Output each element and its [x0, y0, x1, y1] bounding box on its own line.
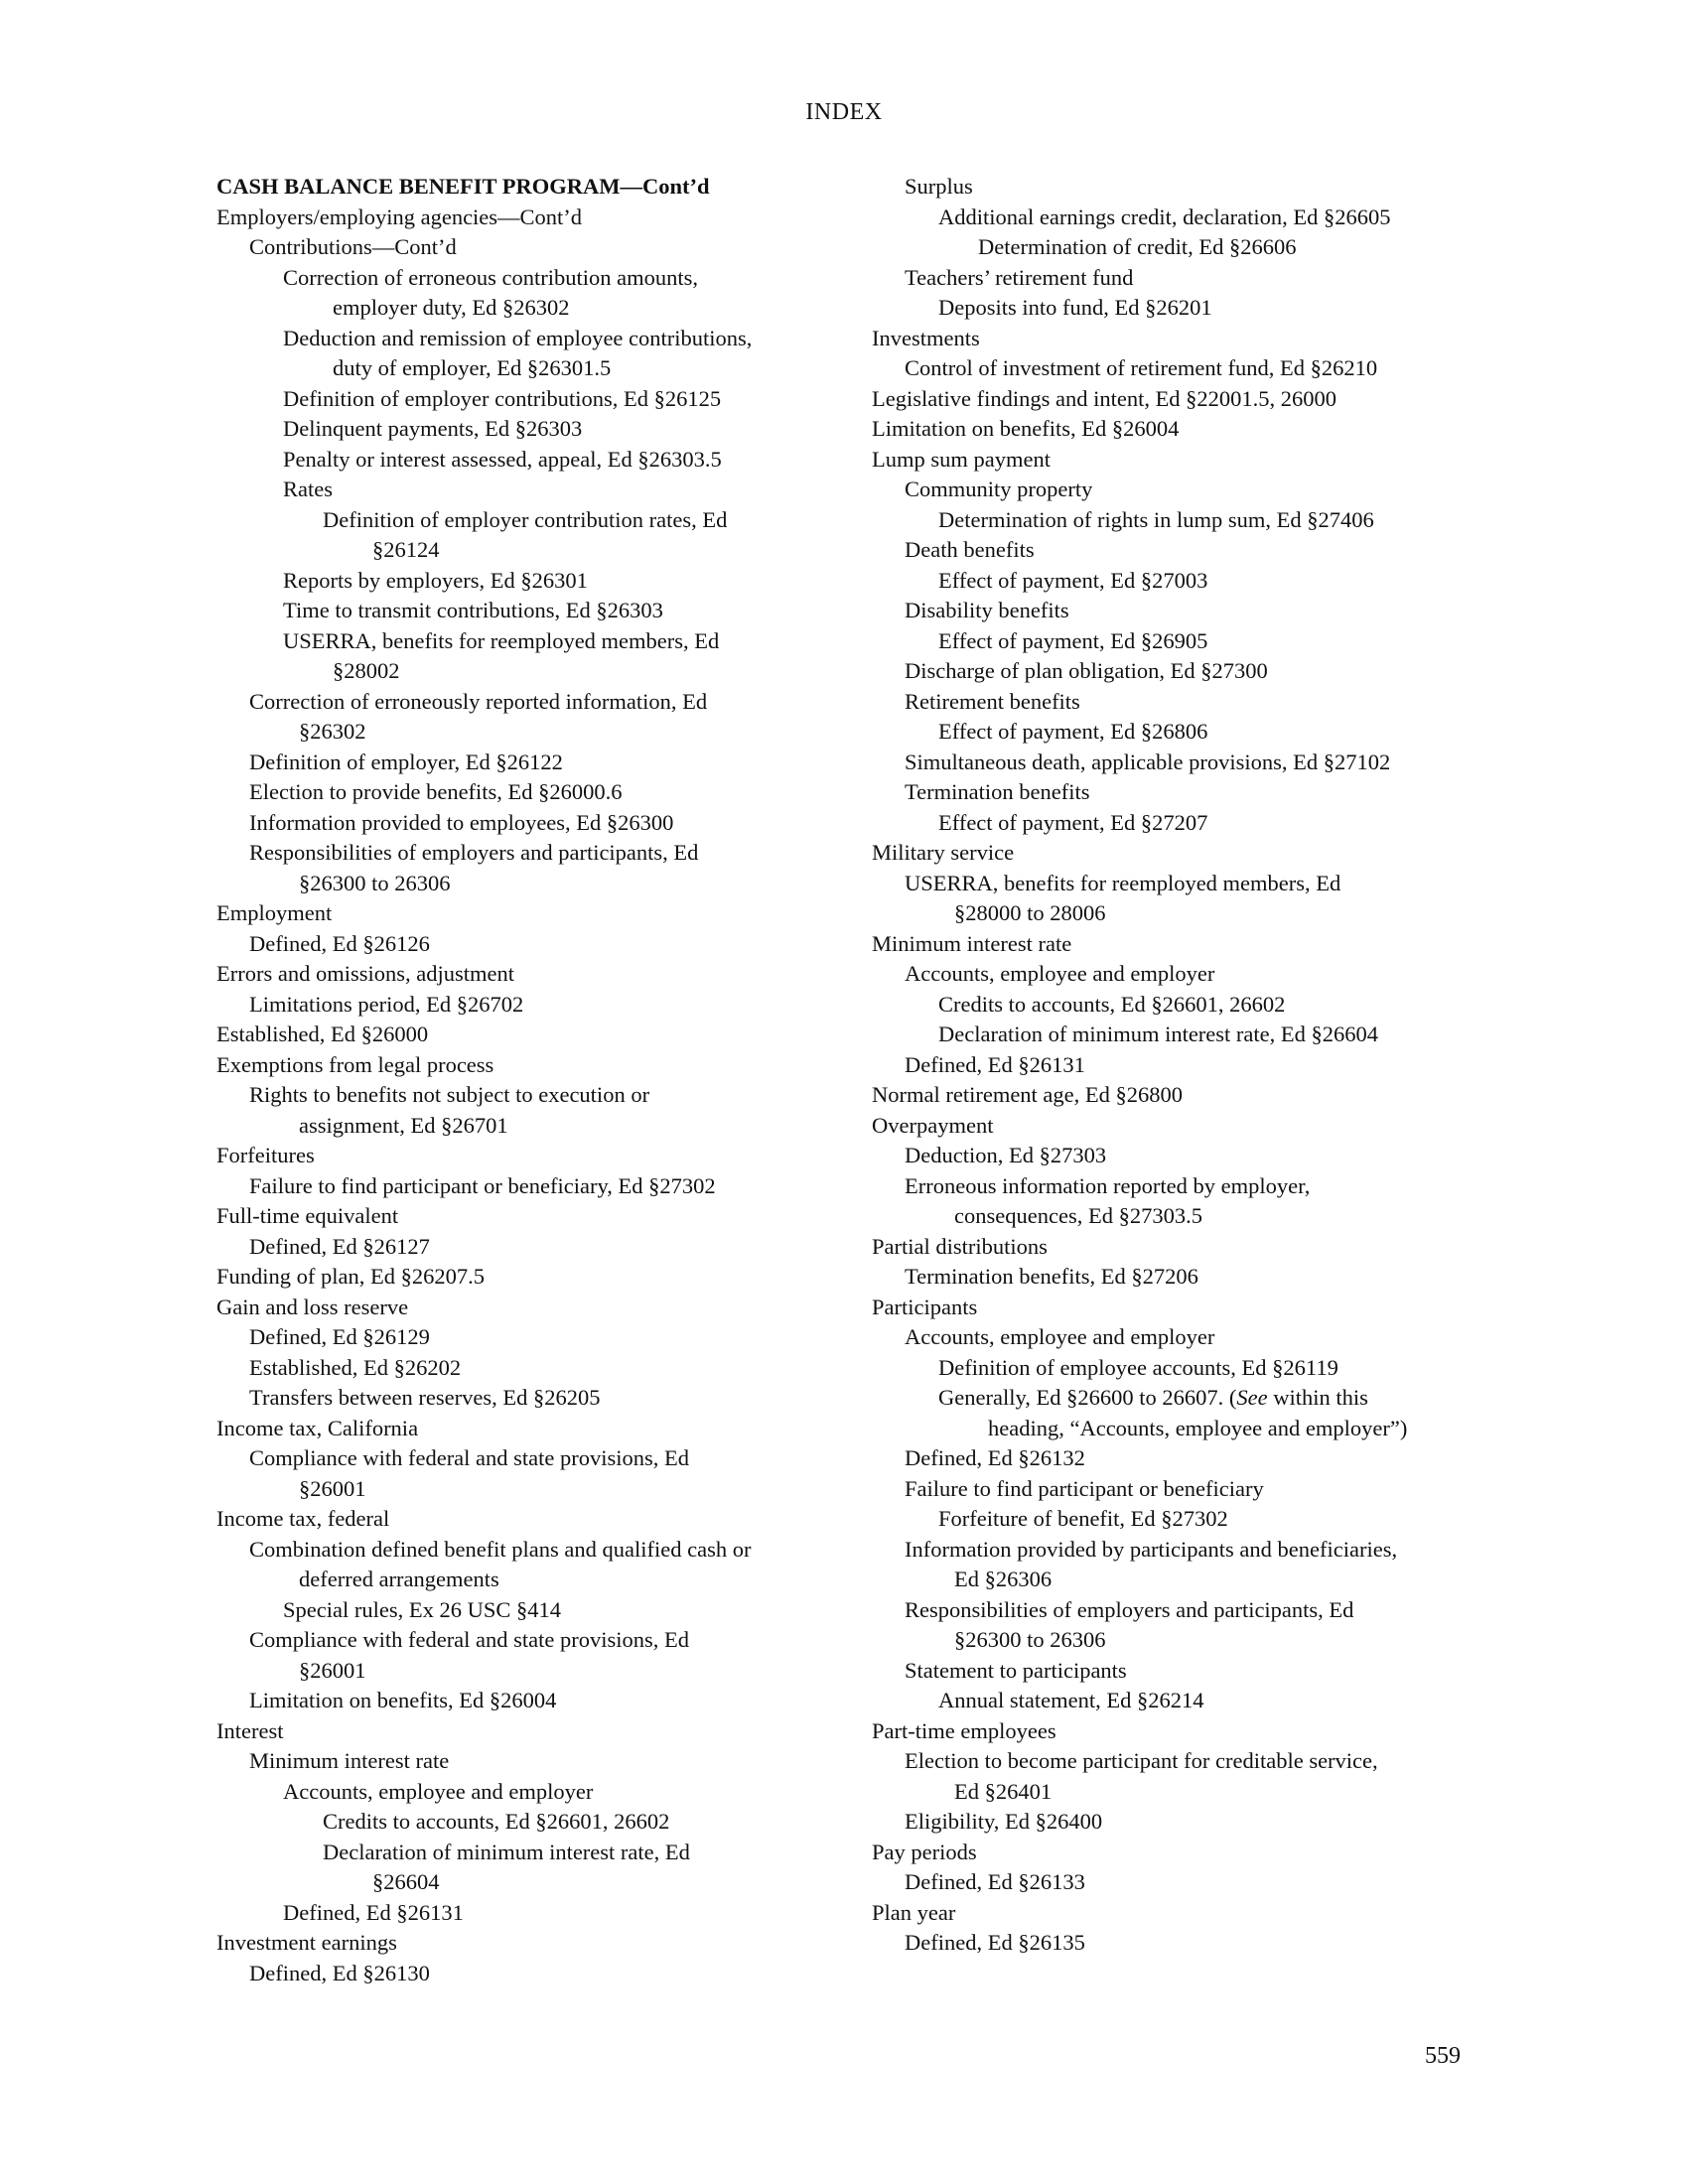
- index-entry: [216, 596, 852, 626]
- index-entry: [872, 1111, 1487, 1142]
- index-entry-text: Statement to participants: [905, 1657, 1127, 1683]
- index-entry: [872, 838, 1487, 869]
- index-entry: [872, 203, 1487, 233]
- index-entry: [872, 1020, 1487, 1050]
- index-entry: [216, 1443, 852, 1504]
- index-entry-text: Income tax, federal: [216, 1506, 390, 1531]
- index-entry: [216, 1504, 852, 1535]
- index-entry-text: Death benefits: [905, 537, 1035, 562]
- index-entry-text: Surplus: [905, 174, 973, 199]
- index-entry: [872, 172, 1487, 203]
- index-entry: [872, 293, 1487, 324]
- index-entry: [872, 445, 1487, 476]
- index-entry-text: Forfeitures: [216, 1143, 315, 1167]
- index-entry: [216, 566, 852, 597]
- index-entry-text: Eligibility, Ed §26400: [905, 1809, 1103, 1834]
- index-entry-continuation: §26001: [299, 1475, 366, 1501]
- index-entry-text: Rights to benefits not subject to execution or: [249, 1082, 650, 1107]
- index-entry-text: Accounts, employee and employer: [905, 1324, 1215, 1349]
- index-entry: [872, 656, 1487, 687]
- index-entry-continuation: heading, “Accounts, employee and employer”): [988, 1415, 1408, 1440]
- index-entry-text: Determination of rights in lump sum, Ed §27406: [938, 506, 1374, 532]
- index-entry-continuation: §28002: [333, 658, 400, 683]
- index-entry-continuation: employer duty, Ed §26302: [333, 295, 570, 320]
- index-entry-text: Full-time equivalent: [216, 1203, 399, 1228]
- index-entry-text: Investments: [872, 325, 980, 350]
- index-entry-text: Definition of employer contributions, Ed §26125: [283, 385, 722, 411]
- index-entry-text: Special rules, Ex 26 USC §414: [283, 1596, 561, 1622]
- index-entry: [216, 505, 852, 566]
- index-entry: [872, 959, 1487, 990]
- index-entry-text: Part-time employees: [872, 1717, 1056, 1743]
- index-entry: [216, 1232, 852, 1263]
- index-entry-text: Interest: [216, 1717, 284, 1743]
- index-entry: [216, 898, 852, 929]
- index-entry-text: Legislative findings and intent, Ed §22001.5, 26000: [872, 385, 1337, 411]
- index-entry: [872, 1656, 1487, 1687]
- index-entry-text: Participants: [872, 1294, 978, 1319]
- index-entry-text: Determination of credit, Ed §26606: [978, 234, 1297, 259]
- index-entry: [872, 1232, 1487, 1263]
- index-entry: [872, 1686, 1487, 1716]
- index-entry-text: Discharge of plan obligation, Ed §27300: [905, 658, 1268, 683]
- index-entry: [216, 1746, 852, 1777]
- index-entry-text: USERRA, benefits for reemployed members, Ed: [905, 870, 1341, 895]
- index-entry-text: Minimum interest rate: [872, 930, 1072, 956]
- index-entry-continuation: §26124: [372, 537, 440, 562]
- index-entry-text: Effect of payment, Ed §26806: [938, 719, 1208, 744]
- index-entry: [216, 777, 852, 808]
- index-entry: [872, 1807, 1487, 1838]
- index-entry-text: Established, Ed §26202: [249, 1354, 462, 1380]
- index-entry-text: Defined, Ed §26130: [249, 1960, 430, 1985]
- index-entry: [216, 748, 852, 778]
- index-entry-text: Simultaneous death, applicable provisions, Ed §27102: [905, 749, 1391, 774]
- index-entry: [216, 1201, 852, 1232]
- index-entry: [872, 1262, 1487, 1293]
- index-entry-text: Defined, Ed §26133: [905, 1869, 1085, 1894]
- index-entry-text: CASH BALANCE BENEFIT PROGRAM—Cont’d: [216, 174, 710, 199]
- index-entry: [872, 1293, 1487, 1323]
- index-entry: [216, 1959, 852, 1989]
- index-entry: [216, 1716, 852, 1747]
- index-entry: [216, 414, 852, 445]
- index-entry: [872, 353, 1487, 384]
- index-entry-text: Rates: [283, 477, 333, 501]
- index-entry: [872, 1171, 1487, 1232]
- index-entry: [216, 324, 852, 384]
- index-entry-text: Credits to accounts, Ed §26601, 26602: [938, 991, 1286, 1017]
- index-entry: [216, 1625, 852, 1686]
- index-entry-text: Employers/employing agencies—Cont’d: [216, 204, 583, 229]
- index-entry-text: Effect of payment, Ed §27003: [938, 567, 1208, 593]
- index-entry: [872, 1867, 1487, 1898]
- index-entry: [216, 1080, 852, 1141]
- index-entry-text: Definition of employee accounts, Ed §26119: [938, 1354, 1338, 1380]
- index-entry-text: Erroneous information reported by employer,: [905, 1172, 1311, 1198]
- index-entry: [872, 232, 1487, 263]
- index-entry-text: Forfeiture of benefit, Ed §27302: [938, 1506, 1228, 1531]
- index-entry: [872, 414, 1487, 445]
- index-entry-text: Reports by employers, Ed §26301: [283, 567, 588, 593]
- index-entry: [872, 263, 1487, 294]
- index-entry: [216, 1383, 852, 1414]
- index-entry-text: Delinquent payments, Ed §26303: [283, 416, 583, 441]
- index-entry-text: Defined, Ed §26132: [905, 1445, 1085, 1470]
- index-entry: [872, 1928, 1487, 1959]
- index-entry: [872, 324, 1487, 354]
- index-entry-text: Normal retirement age, Ed §26800: [872, 1082, 1184, 1107]
- index-entry: [872, 1322, 1487, 1353]
- index-entry-text: Overpayment: [872, 1112, 994, 1138]
- index-entry-continuation: duty of employer, Ed §26301.5: [333, 355, 612, 380]
- index-entry: [216, 1020, 852, 1050]
- index-entry-text: Declaration of minimum interest rate, Ed §26604: [938, 1022, 1379, 1046]
- index-entry: [872, 475, 1487, 505]
- index-entry-continuation: §28000 to 28006: [954, 900, 1106, 925]
- index-entry-text: Gain and loss reserve: [216, 1294, 409, 1319]
- index-entry-text: Investment earnings: [216, 1930, 397, 1955]
- index-entry: [872, 505, 1487, 536]
- index-entry-text: Retirement benefits: [905, 688, 1080, 714]
- index-entry-text: Defined, Ed §26135: [905, 1930, 1085, 1955]
- index-entry-text: Definition of employer contribution rates, Ed: [323, 506, 728, 532]
- index-entry-text: Errors and omissions, adjustment: [216, 961, 514, 986]
- index-entry-text: Responsibilities of employers and participants, Ed: [905, 1596, 1354, 1622]
- index-entry: [872, 990, 1487, 1021]
- index-entry: [216, 838, 852, 898]
- index-entry-text: Additional earnings credit, declaration, Ed §26605: [938, 204, 1391, 229]
- index-entry-text: Lump sum payment: [872, 446, 1051, 472]
- index-entry: [872, 1383, 1487, 1443]
- index-entry-text: Information provided to employees, Ed §26300: [249, 809, 674, 835]
- index-entry-continuation: §26604: [372, 1869, 440, 1894]
- index-entry: [216, 232, 852, 263]
- index-entry-text: Plan year: [872, 1899, 956, 1925]
- index-entry: [872, 566, 1487, 597]
- index-entry-text: Limitations period, Ed §26702: [249, 991, 524, 1017]
- index-entry: [872, 1050, 1487, 1081]
- index-entry-text: Failure to find participant or beneficiary: [905, 1475, 1264, 1501]
- index-entry-text: Defined, Ed §26131: [905, 1051, 1085, 1077]
- index-entry-text: Election to become participant for creditable service,: [905, 1748, 1378, 1773]
- index-entry: [216, 475, 852, 505]
- index-entry: [872, 1443, 1487, 1474]
- index-entry: [872, 1080, 1487, 1111]
- index-entry-text: Credits to accounts, Ed §26601, 26602: [323, 1809, 670, 1834]
- index-entry: [216, 1050, 852, 1081]
- index-entry: [216, 1928, 852, 1959]
- index-entry-text: Defined, Ed §26131: [283, 1899, 464, 1925]
- index-column-left: [216, 172, 852, 1988]
- index-entry: [216, 1262, 852, 1293]
- index-entry-text: Deduction, Ed §27303: [905, 1143, 1107, 1167]
- index-entry-text: Defined, Ed §26126: [249, 930, 430, 956]
- index-entry-text: Deduction and remission of employee contributions,: [283, 325, 753, 350]
- index-entry-text: Accounts, employee and employer: [283, 1778, 594, 1804]
- index-entry-text: Community property: [905, 477, 1093, 501]
- index-entry: [216, 990, 852, 1021]
- index-entry-text: Effect of payment, Ed §26905: [938, 627, 1208, 653]
- index-entry: [872, 777, 1487, 808]
- index-entry: [872, 717, 1487, 748]
- index-entry: [216, 687, 852, 748]
- index-entry: [216, 1686, 852, 1716]
- index-entry: [872, 869, 1487, 929]
- index-entry-text: Penalty or interest assessed, appeal, Ed §26303.5: [283, 446, 722, 472]
- index-entry-text: Generally, Ed §26600 to 26607. (See within this: [938, 1385, 1368, 1410]
- index-entry-text: Exemptions from legal process: [216, 1051, 494, 1077]
- index-entry-text: Information provided by participants and beneficiaries,: [905, 1536, 1398, 1562]
- index-entry: [872, 1898, 1487, 1929]
- index-entry-continuation: §26001: [299, 1657, 366, 1683]
- index-entry: [216, 929, 852, 960]
- index-entry-text: Limitation on benefits, Ed §26004: [249, 1688, 557, 1712]
- index-entry: [216, 1838, 852, 1898]
- index-entry-text: Disability benefits: [905, 598, 1069, 622]
- index-entry: [872, 1474, 1487, 1505]
- index-entry-continuation: consequences, Ed §27303.5: [954, 1203, 1202, 1228]
- index-entry: [216, 1141, 852, 1171]
- index-entry-text: Limitation on benefits, Ed §26004: [872, 416, 1180, 441]
- index-entry: [216, 1777, 852, 1808]
- index-entry-text: Compliance with federal and state provisions, Ed: [249, 1445, 690, 1470]
- index-entry: [872, 748, 1487, 778]
- index-entry: [872, 1504, 1487, 1535]
- index-entry: [872, 1716, 1487, 1747]
- index-entry-text: Deposits into fund, Ed §26201: [938, 295, 1212, 320]
- index-entry-continuation: §26300 to 26306: [299, 870, 451, 895]
- index-entry: [216, 1353, 852, 1384]
- index-entry-text: Correction of erroneous contribution amounts,: [283, 264, 699, 290]
- index-entry-continuation: §26300 to 26306: [954, 1627, 1106, 1652]
- index-entry-text: Defined, Ed §26127: [249, 1233, 430, 1259]
- index-entry-text: Income tax, California: [216, 1415, 419, 1440]
- index-entry: [216, 1595, 852, 1626]
- index-entry: [872, 1595, 1487, 1656]
- index-entry: [872, 1353, 1487, 1384]
- index-entry-text: Termination benefits, Ed §27206: [905, 1264, 1198, 1289]
- index-entry: [872, 535, 1487, 566]
- index-entry: [216, 1293, 852, 1323]
- index-entry-text: Transfers between reserves, Ed §26205: [249, 1385, 601, 1410]
- index-entry-continuation: Ed §26306: [954, 1567, 1053, 1591]
- index-entry-text: Accounts, employee and employer: [905, 961, 1215, 986]
- index-heading: [216, 172, 852, 203]
- index-entry: [216, 1807, 852, 1838]
- index-entry-text: Definition of employer, Ed §26122: [249, 749, 563, 774]
- index-entry: [872, 626, 1487, 657]
- index-entry-text: USERRA, benefits for reemployed members, Ed: [283, 627, 720, 653]
- index-entry-text: Employment: [216, 900, 333, 925]
- index-entry: [872, 384, 1487, 415]
- index-column-right: [872, 172, 1487, 1959]
- index-entry: [216, 203, 852, 233]
- index-entry-text: Established, Ed §26000: [216, 1022, 429, 1046]
- index-entry: [216, 384, 852, 415]
- index-entry: [216, 1322, 852, 1353]
- index-entry: [216, 445, 852, 476]
- index-entry: [216, 1535, 852, 1595]
- index-entry-text: Annual statement, Ed §26214: [938, 1688, 1204, 1712]
- index-entry-text: Failure to find participant or beneficiary, Ed §27302: [249, 1172, 716, 1198]
- index-entry: [216, 626, 852, 687]
- index-entry: [216, 959, 852, 990]
- index-entry: [872, 808, 1487, 839]
- index-entry-text: Funding of plan, Ed §26207.5: [216, 1264, 485, 1289]
- index-entry-text: Effect of payment, Ed §27207: [938, 809, 1208, 835]
- index-entry-text: Responsibilities of employers and participants, Ed: [249, 840, 699, 865]
- index-entry-text: Control of investment of retirement fund, Ed §26210: [905, 355, 1378, 380]
- index-entry: [872, 1535, 1487, 1595]
- index-entry: [216, 1414, 852, 1444]
- index-entry: [216, 263, 852, 324]
- index-entry-text: Termination benefits: [905, 779, 1090, 804]
- index-entry-text: Partial distributions: [872, 1233, 1048, 1259]
- page-header: INDEX: [805, 99, 883, 125]
- index-entry: [216, 808, 852, 839]
- index-entry: [872, 596, 1487, 626]
- index-entry: [872, 1141, 1487, 1171]
- index-entry-text: Military service: [872, 840, 1015, 865]
- index-entry-text: Teachers’ retirement fund: [905, 264, 1134, 290]
- index-entry-text: Defined, Ed §26129: [249, 1324, 430, 1349]
- index-entry-text: Combination defined benefit plans and qualified cash or: [249, 1536, 752, 1562]
- index-entry-text: Declaration of minimum interest rate, Ed: [323, 1839, 690, 1864]
- index-entry: [872, 929, 1487, 960]
- index-entry-continuation: assignment, Ed §26701: [299, 1112, 508, 1138]
- index-entry: [872, 1746, 1487, 1807]
- index-entry-text: Time to transmit contributions, Ed §26303: [283, 598, 663, 622]
- index-entry-text: Correction of erroneously reported information, Ed: [249, 688, 708, 714]
- index-entry-continuation: deferred arrangements: [299, 1567, 499, 1591]
- index-entry-text: Minimum interest rate: [249, 1748, 450, 1773]
- index-entry-text: Compliance with federal and state provisions, Ed: [249, 1627, 690, 1652]
- page-number: 559: [1425, 2043, 1461, 2069]
- index-entry-continuation: Ed §26401: [954, 1778, 1053, 1804]
- index-entry-continuation: §26302: [299, 719, 366, 744]
- index-entry: [872, 1838, 1487, 1868]
- index-entry: [872, 687, 1487, 718]
- index-entry-text: Pay periods: [872, 1839, 977, 1864]
- index-entry-text: Election to provide benefits, Ed §26000.6: [249, 779, 623, 804]
- index-entry: [216, 1171, 852, 1202]
- index-entry: [216, 1898, 852, 1929]
- index-entry-text: Contributions—Cont’d: [249, 234, 457, 259]
